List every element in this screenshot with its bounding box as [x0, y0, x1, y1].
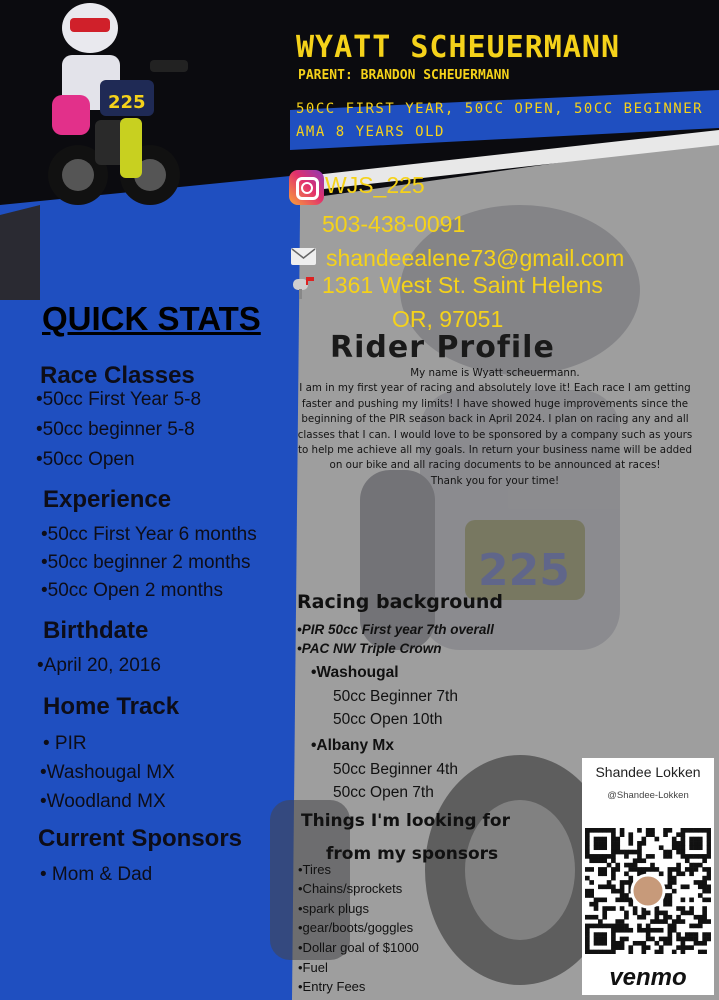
- experience-item: •50cc beginner 2 months: [41, 552, 251, 573]
- home-track-item: • PIR: [43, 733, 87, 754]
- qr-code-icon[interactable]: [585, 828, 711, 954]
- address-line-1: 1361 West St. Saint Helens: [322, 272, 603, 298]
- race-result: 50cc Open 10th: [333, 711, 443, 728]
- looking-for-item: •gear/boots/goggles: [298, 920, 414, 935]
- rider-profile-title: Rider Profile: [330, 330, 555, 365]
- venmo-logo: venmo: [609, 964, 687, 991]
- venmo-card[interactable]: [582, 758, 714, 995]
- race-class-item: •50cc Open: [36, 449, 135, 470]
- instagram-icon[interactable]: [289, 170, 324, 205]
- experience-item: •50cc First Year 6 months: [41, 524, 257, 545]
- racing-background-item: •PIR 50cc First year 7th overall: [297, 622, 494, 637]
- rider-name: WYATT SCHEUERMANN: [296, 30, 621, 65]
- race-result: 50cc Beginner 4th: [333, 761, 458, 778]
- sponsor-item: • Mom & Dad: [40, 864, 153, 885]
- svg-text:225: 225: [478, 545, 570, 596]
- looking-for-item: •Entry Fees: [298, 979, 366, 994]
- home-track-item: •Woodland MX: [40, 791, 166, 812]
- blue-side-bar: [0, 205, 40, 300]
- birthdate-heading: Birthdate: [43, 617, 149, 644]
- looking-for-item: •Dollar goal of $1000: [298, 940, 419, 955]
- looking-for-item: •Chains/sprockets: [298, 881, 403, 896]
- experience-item: •50cc Open 2 months: [41, 580, 223, 601]
- race-result: 50cc Open 7th: [333, 784, 434, 801]
- experience-heading: Experience: [43, 486, 172, 513]
- rider-profile-body: My name is Wyatt scheuermann. I am in my first year of racing and absolutely love it! Each race I am getting faster and pushing my limits! I have showed huge improvements since the beginning of the PIR season back in April 2024. I plan on racing any and all classes that I can. I would love to be sponsored by a company such as yours to help me achieve all my goals. In return your business name will be added on our bike and all racing documents to be announced at races! Thank you for your time!: [297, 367, 693, 487]
- address-line-2: OR, 97051: [392, 306, 504, 332]
- looking-for-title-line1: Things I'm looking for: [301, 811, 510, 831]
- instagram-handle[interactable]: WJS_225: [325, 172, 425, 198]
- home-track-item: •Washougal MX: [40, 762, 175, 783]
- email-address[interactable]: shandeealene73@gmail.com: [326, 245, 625, 271]
- birthdate-value: •April 20, 2016: [37, 655, 161, 676]
- svg-text:225: 225: [108, 92, 146, 113]
- race-classes-heading: Race Classes: [40, 362, 195, 389]
- race-result: 50cc Beginner 7th: [333, 688, 458, 705]
- race-class-item: •50cc First Year 5-8: [36, 389, 202, 410]
- looking-for-item: •Fuel: [298, 960, 328, 975]
- venmo-name: Shandee Lokken: [595, 764, 701, 780]
- racing-background-title: Racing background: [297, 591, 503, 613]
- looking-for-title-line2: from my sponsors: [326, 844, 499, 864]
- race-class-summary: [296, 98, 706, 144]
- quick-stats-title: QUICK STATS: [42, 300, 261, 337]
- current-sponsors-heading: Current Sponsors: [38, 825, 243, 852]
- ama-age-text: AMA 8 YEARS OLD: [296, 124, 445, 140]
- venmo-handle: @Shandee-Lokken: [607, 790, 689, 801]
- track-washougal: •Washougal: [311, 664, 399, 681]
- parent-name: PARENT: BRANDON SCHEUERMANN: [298, 68, 510, 83]
- class-list-text: 50CC FIRST YEAR, 50CC OPEN, 50CC BEGINNER: [296, 101, 704, 117]
- racing-background-item: •PAC NW Triple Crown: [297, 641, 442, 656]
- home-track-heading: Home Track: [43, 693, 180, 720]
- looking-for-item: •Tires: [298, 862, 331, 877]
- phone-number[interactable]: 503-438-0091: [322, 211, 466, 237]
- race-class-item: •50cc beginner 5-8: [36, 419, 195, 440]
- profile-photo-icon: [632, 875, 664, 907]
- track-albany-mx: •Albany Mx: [311, 737, 394, 754]
- looking-for-item: •spark plugs: [298, 901, 370, 916]
- envelope-icon: [291, 248, 316, 265]
- mailbox-icon: [291, 275, 317, 299]
